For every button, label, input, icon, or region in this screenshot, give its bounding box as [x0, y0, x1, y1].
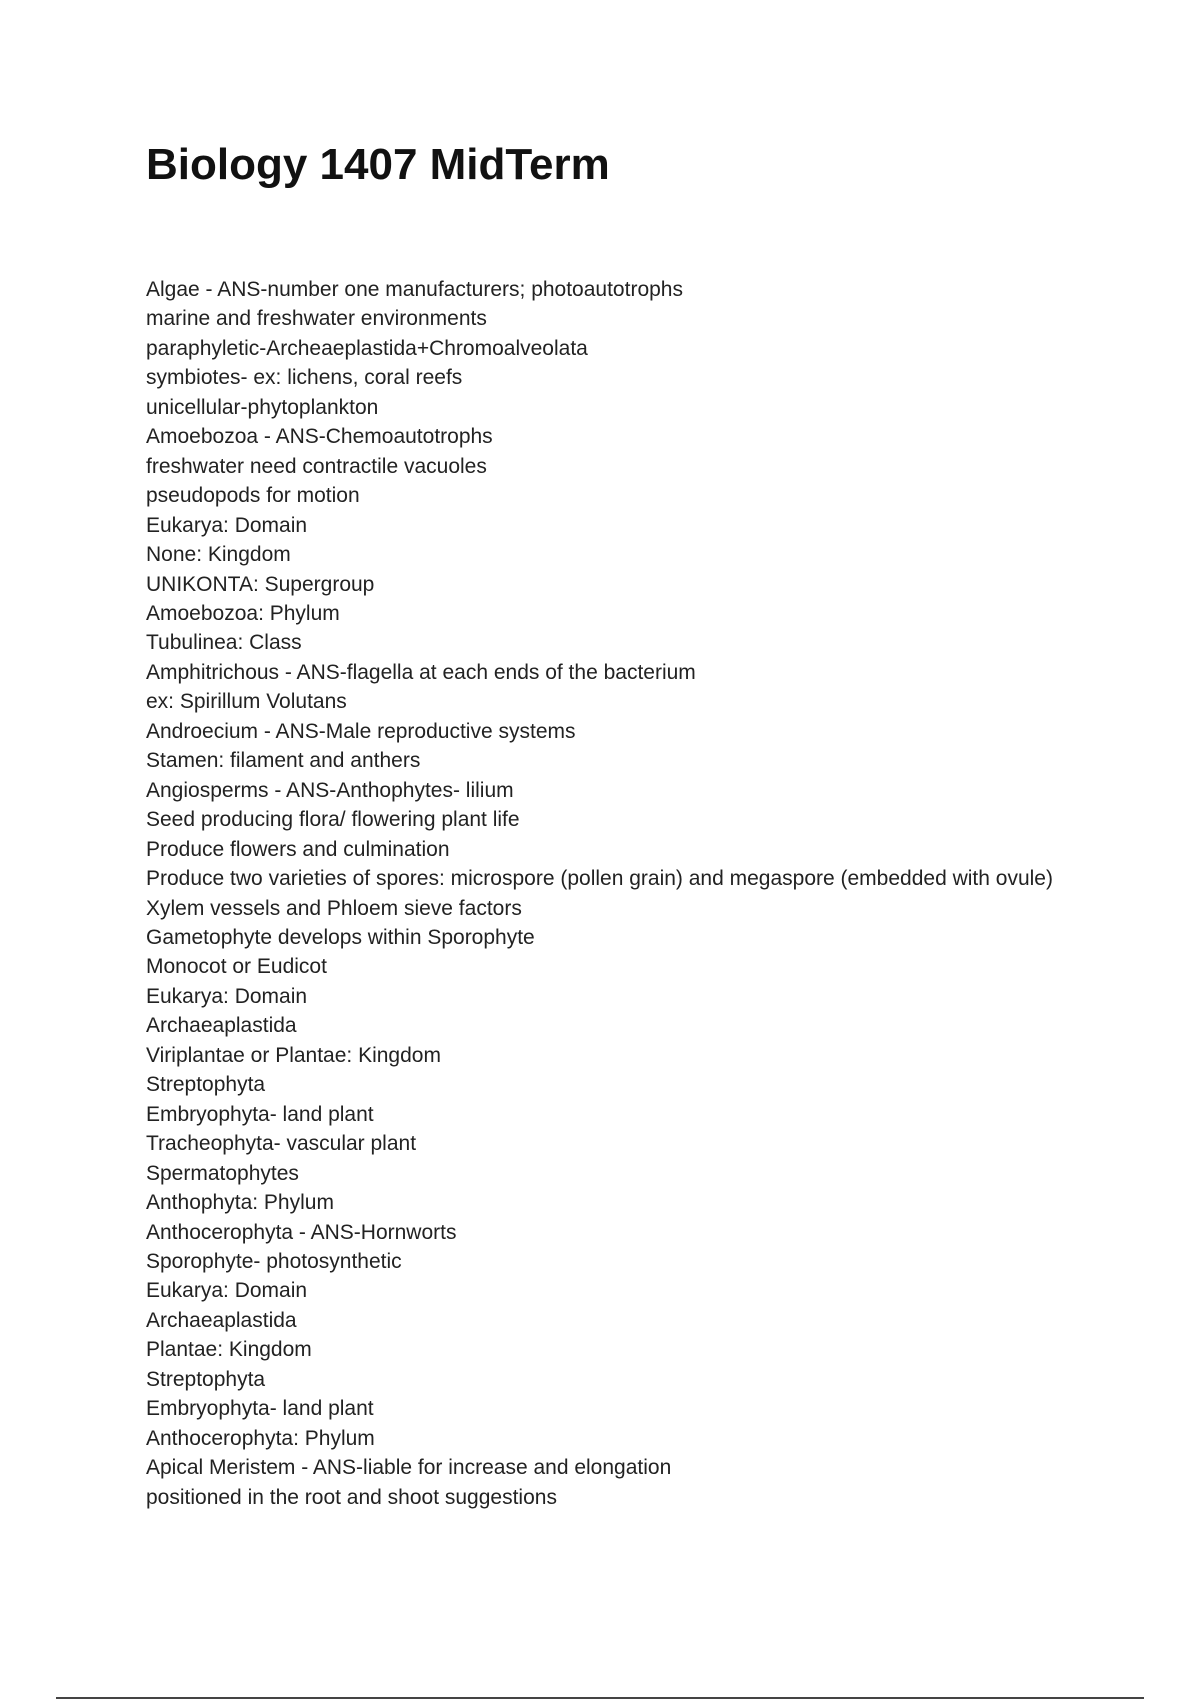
note-line: Algae - ANS-number one manufacturers; photoautotrophs — [146, 278, 683, 301]
note-line: Streptophyta — [146, 1073, 266, 1097]
note-line: freshwater need contractile vacuoles — [146, 454, 487, 478]
note-line: Viriplantae or Plantae: Kingdom — [146, 1043, 441, 1067]
page-title: Biology 1407 MidTerm — [146, 140, 610, 189]
note-line: Seed producing flora/ flowering plant life — [146, 808, 520, 832]
note-line: Archaeaplastida — [146, 1014, 297, 1038]
note-line: Produce two varieties of spores: microspore (pollen grain) and megaspore (embedded with ovule) — [146, 867, 1053, 891]
note-line: Anthocerophyta - ANS-Hornworts — [146, 1220, 457, 1244]
note-line: Gametophyte develops within Sporophyte — [146, 925, 535, 949]
note-line: Tubulinea: Class — [146, 631, 302, 655]
note-line: Spermatophytes — [146, 1161, 299, 1185]
note-line: pseudopods for motion — [146, 484, 360, 508]
note-line: Tracheophyta- vascular plant — [146, 1132, 417, 1156]
note-line: Angiosperms - ANS-Anthophytes- lilium — [146, 778, 514, 802]
note-line: Monocot or Eudicot — [146, 955, 327, 979]
note-line: Apical Meristem - ANS-liable for increase and elongation — [146, 1456, 672, 1480]
note-line: marine and freshwater environments — [146, 307, 487, 331]
note-line: Xylem vessels and Phloem sieve factors — [146, 896, 522, 920]
note-line: Androecium - ANS-Male reproductive systems — [146, 719, 576, 743]
page-bottom-divider — [56, 1697, 1144, 1699]
note-line: Eukarya: Domain — [146, 984, 308, 1008]
note-line: Embryophyta- land plant — [146, 1102, 374, 1126]
note-line: positioned in the root and shoot suggestions — [146, 1485, 557, 1509]
note-line: Eukarya: Domain — [146, 513, 308, 537]
note-line: Streptophyta — [146, 1367, 266, 1391]
note-line: Amoebozoa: Phylum — [146, 601, 340, 625]
note-line: Amoebozoa - ANS-Chemoautotrophs — [146, 425, 493, 449]
note-line: paraphyletic-Archeaeplastida+Chromoalveolata — [146, 336, 588, 360]
note-line: Archaeaplastida — [146, 1308, 297, 1332]
note-line: Embryophyta- land plant — [146, 1397, 374, 1421]
note-line: Plantae: Kingdom — [146, 1338, 312, 1362]
note-line: Stamen: filament and anthers — [146, 749, 421, 773]
note-line: Anthocerophyta: Phylum — [146, 1426, 375, 1450]
note-line: Amphitrichous - ANS-flagella at each ends of the bacterium — [146, 660, 696, 684]
study-notes-list — [146, 275, 1066, 1512]
note-line: Produce flowers and culmination — [146, 837, 450, 861]
note-line: Sporophyte- photosynthetic — [146, 1249, 402, 1273]
note-line: unicellular-phytoplankton — [146, 395, 379, 419]
note-line: Anthophyta: Phylum — [146, 1191, 334, 1215]
note-line: UNIKONTA: Supergroup — [146, 572, 375, 596]
note-line: symbiotes- ex: lichens, coral reefs — [146, 366, 463, 390]
note-line: None: Kingdom — [146, 543, 291, 567]
note-line: Eukarya: Domain — [146, 1279, 308, 1303]
note-line: ex: Spirillum Volutans — [146, 690, 347, 714]
